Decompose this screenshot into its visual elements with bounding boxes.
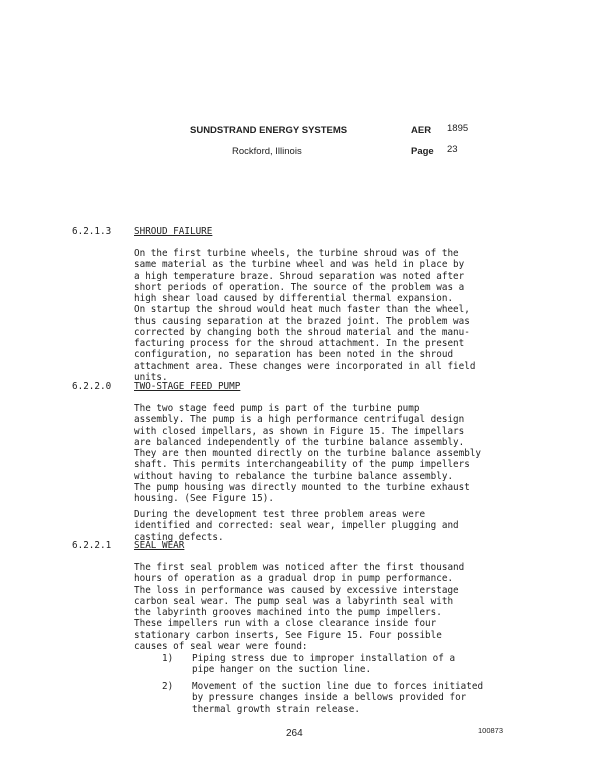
text-line: shaft. This permits interchangeability of the pump impellers — [134, 459, 470, 471]
text-line: The two stage feed pump is part of the turbine pump — [134, 403, 420, 414]
text-line: facturing process for the shroud attachment. In the present — [134, 338, 465, 349]
text-line: During the development test three problem areas were — [134, 509, 426, 520]
section-number: 6.2.1.3 — [72, 226, 112, 237]
text-line: The loss in performance was caused by excessive interstage — [134, 584, 459, 596]
list-item-number: 2) — [162, 681, 174, 692]
text-line: same material as the turbine wheel and was held in place by — [134, 259, 465, 271]
section-number: 6.2.2.1 — [72, 540, 112, 551]
text-line: carbon seal wear. The pump seal was a labyrinth seal with — [134, 595, 454, 607]
report-label: AER — [411, 125, 432, 136]
text-line: by pressure changes inside a bellows provided for — [192, 692, 467, 704]
section-title: TWO-STAGE FEED PUMP — [134, 381, 241, 392]
text-line: Movement of the suction line due to forces initiated — [192, 681, 484, 692]
paragraph — [134, 403, 514, 504]
text-line: They are then mounted directly on the turbine balance assembly — [134, 448, 482, 459]
paragraph — [134, 248, 514, 383]
text-line: The first seal problem was noticed after the first thousand — [134, 562, 465, 573]
text-line: corrected by changing both the shroud material and the manu- — [134, 326, 470, 338]
section-title: SEAL WEAR — [134, 540, 185, 551]
text-line: attachment area. These changes were incorporated in all field — [134, 360, 476, 372]
text-line: without having to rebalance the turbine balance assembly. — [134, 470, 454, 482]
location: Rockford, Illinois — [232, 146, 302, 157]
report-number: 1895 — [447, 123, 469, 134]
text-line: hours of operation as a gradual drop in pump performance. — [134, 573, 454, 585]
paragraph — [134, 509, 514, 543]
text-line: with closed impellars, as shown in Figure 15. The impellars — [134, 425, 465, 437]
text-line: configuration, no separation has been noted in the shroud — [134, 349, 454, 361]
company-name: SUNDSTRAND ENERGY SYSTEMS — [190, 125, 348, 136]
text-line: The pump housing was directly mounted to the turbine exhaust — [134, 481, 470, 493]
text-line: units. — [134, 371, 168, 383]
list-item-number: 1) — [162, 653, 174, 664]
text-line: are balanced independently of the turbine balance assembly. — [134, 436, 465, 448]
page-label: Page — [411, 146, 434, 157]
text-line: thus causing separation at the brazed joint. The problem was — [134, 315, 470, 327]
paragraph — [134, 562, 514, 652]
section-number: 6.2.2.0 — [72, 381, 112, 392]
text-line: identified and corrected: seal wear, impeller plugging and — [134, 520, 459, 532]
page-number: 23 — [447, 144, 458, 155]
text-line: stationary carbon inserts, See Figure 15. Four possible — [134, 629, 442, 641]
text-line: housing. (See Figure 15). — [134, 493, 274, 504]
text-line: thermal growth strain release. — [192, 703, 360, 715]
text-line: On the first turbine wheels, the turbine shroud was of the — [134, 248, 459, 259]
footer-doc-code: 100873 — [478, 726, 504, 735]
text-line: short periods of operation. The source of the problem was a — [134, 281, 465, 293]
text-line: assembly. The pump is a high performance centrifugal design — [134, 414, 465, 426]
footer-page-number: 264 — [286, 728, 303, 739]
section-title: SHROUD FAILURE — [134, 226, 213, 237]
text-line: a high temperature braze. Shroud separation was noted after — [134, 270, 465, 282]
text-line: On startup the shroud would heat much faster than the wheel, — [134, 304, 470, 316]
text-line: causes of seal wear were found: — [134, 640, 308, 652]
text-line: Piping stress due to improper installation of a — [192, 653, 456, 664]
text-line: the labyrinth grooves machined into the pump impellers. — [134, 607, 442, 618]
text-line: high shear load caused by differential thermal expansion. — [134, 293, 454, 304]
text-line: pipe hanger on the suction line. — [192, 664, 372, 676]
text-line: These impellers run with a close clearance inside four — [134, 618, 437, 630]
text-line: casting defects. — [134, 531, 224, 543]
